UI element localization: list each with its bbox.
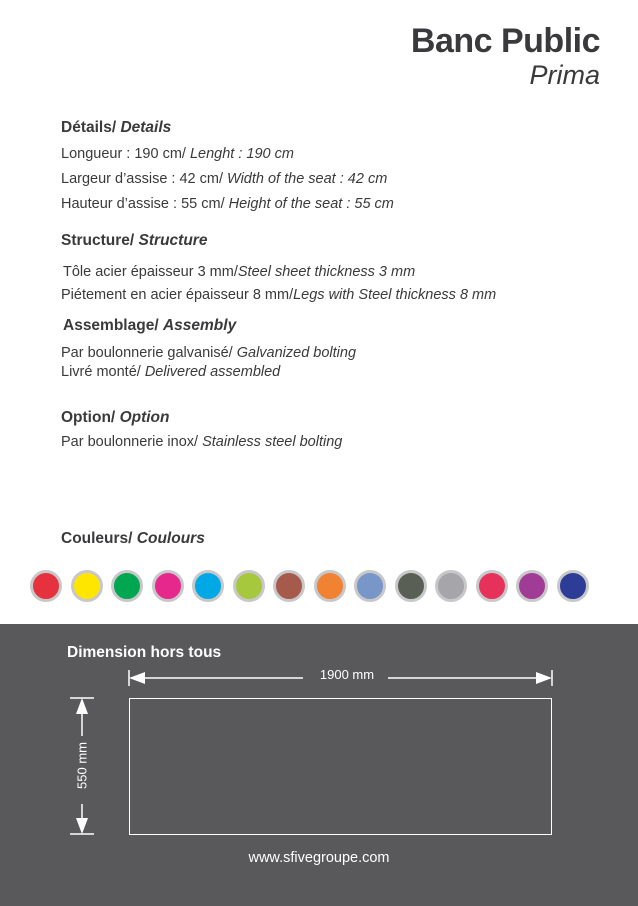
structure-line-en: Steel sheet thickness 3 mm bbox=[237, 264, 416, 280]
product-title: Banc Public bbox=[410, 22, 600, 60]
colour-swatch bbox=[152, 570, 184, 602]
website-link[interactable]: www.sfivegroupe.com bbox=[248, 850, 390, 866]
height-arrow-bottom-head bbox=[76, 818, 88, 834]
colour-swatches bbox=[30, 570, 589, 602]
colour-swatch bbox=[192, 570, 224, 602]
structure-line-en: Legs with Steel thickness 8 mm bbox=[293, 287, 497, 303]
colour-swatch bbox=[354, 570, 386, 602]
assembly-line-delivered bbox=[61, 364, 280, 380]
assembly-line-fr: Livré monté/ bbox=[61, 364, 141, 380]
height-label: 550 mm bbox=[74, 742, 90, 789]
structure-line-fr: Piétement en acier épaisseur 8 mm/ bbox=[61, 287, 294, 303]
option-line-en: Stainless steel bolting bbox=[202, 434, 343, 450]
structure-line-legs bbox=[61, 287, 496, 303]
structure-line-sheet bbox=[63, 264, 415, 280]
option-line-fr: Par boulonnerie inox/ bbox=[61, 434, 199, 450]
colour-swatch bbox=[30, 570, 62, 602]
colour-swatch bbox=[516, 570, 548, 602]
details-heading-en: Details bbox=[120, 119, 172, 136]
structure-heading-en: Structure bbox=[138, 232, 208, 249]
width-label: 1900 mm bbox=[319, 667, 375, 682]
details-heading-fr: Détails/ bbox=[61, 119, 117, 136]
assembly-line-fr: Par boulonnerie galvanisé/ bbox=[61, 345, 233, 361]
details-line-en: Height of the seat : 55 cm bbox=[228, 196, 394, 212]
details-line-width bbox=[61, 171, 387, 187]
width-arrow-left-head bbox=[129, 672, 145, 684]
colour-swatch bbox=[233, 570, 265, 602]
colour-swatch bbox=[476, 570, 508, 602]
details-line-height bbox=[61, 196, 394, 212]
assembly-heading-en: Assembly bbox=[162, 317, 237, 334]
colours-heading-en: Coulours bbox=[136, 530, 205, 547]
colour-swatch bbox=[111, 570, 143, 602]
assembly-heading-fr: Assemblage/ bbox=[63, 317, 159, 334]
details-heading bbox=[61, 119, 171, 137]
details-line-fr: Largeur d’assise : 42 cm/ bbox=[61, 171, 223, 187]
assembly-heading bbox=[63, 317, 236, 335]
colour-swatch bbox=[557, 570, 589, 602]
assembly-line-en: Galvanized bolting bbox=[236, 345, 357, 361]
assembly-line-en: Delivered assembled bbox=[144, 364, 281, 380]
option-heading-en: Option bbox=[119, 409, 170, 426]
colours-heading bbox=[61, 530, 205, 548]
product-subtitle: Prima bbox=[529, 60, 600, 90]
details-line-length bbox=[61, 146, 294, 162]
colour-swatch bbox=[71, 570, 103, 602]
assembly-line-bolting bbox=[61, 345, 356, 361]
width-arrow-right-head bbox=[536, 672, 552, 684]
details-line-en: Width of the seat : 42 cm bbox=[227, 171, 388, 187]
structure-heading-fr: Structure/ bbox=[61, 232, 135, 249]
details-line-en: Lenght : 190 cm bbox=[189, 146, 294, 162]
option-line-inox bbox=[61, 434, 342, 450]
structure-heading bbox=[61, 232, 207, 250]
dimension-heading: Dimension hors tous bbox=[67, 644, 222, 661]
details-line-fr: Longueur : 190 cm/ bbox=[61, 146, 186, 162]
colour-swatch bbox=[273, 570, 305, 602]
bench-outline bbox=[129, 698, 552, 835]
colour-swatch bbox=[395, 570, 427, 602]
colour-swatch bbox=[435, 570, 467, 602]
option-heading bbox=[61, 409, 170, 427]
option-heading-fr: Option/ bbox=[61, 409, 116, 426]
details-line-fr: Hauteur d’assise : 55 cm/ bbox=[61, 196, 225, 212]
height-arrow-top-head bbox=[76, 698, 88, 714]
structure-line-fr: Tôle acier épaisseur 3 mm/ bbox=[63, 264, 238, 280]
colour-swatch bbox=[314, 570, 346, 602]
colours-heading-fr: Couleurs/ bbox=[61, 530, 133, 547]
